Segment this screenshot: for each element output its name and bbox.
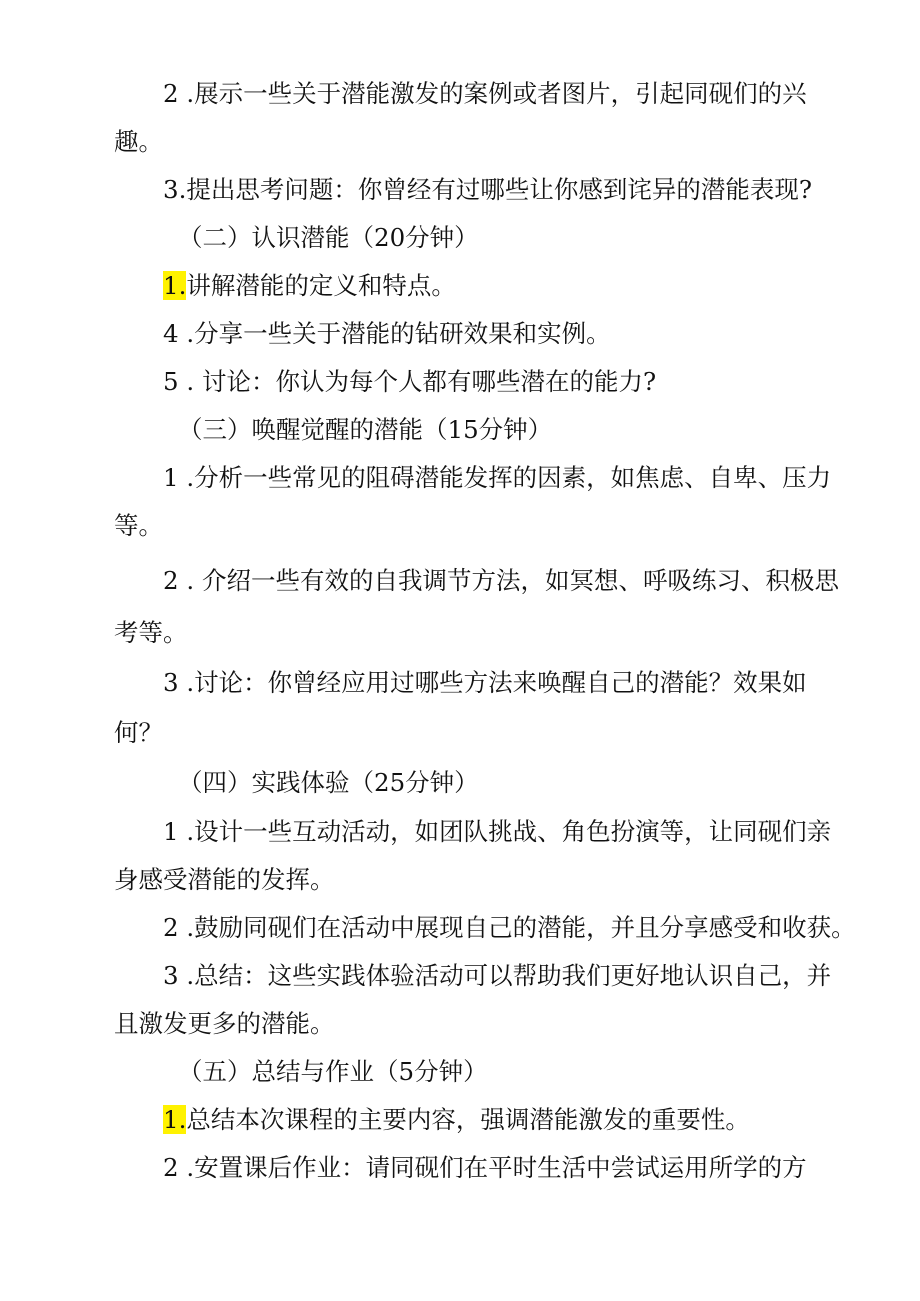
- paragraph-line: 1 .分析一些常见的阻碍潜能发挥的因素，如焦虑、自卑、压力: [163, 463, 832, 492]
- paragraph-line: 3 .讨论：你曾经应用过哪些方法来唤醒自己的潜能？效果如: [163, 668, 807, 697]
- paragraph-line: 且激发更多的潜能。: [114, 1009, 335, 1038]
- section-heading: （二）认识潜能（20分钟）: [178, 223, 479, 252]
- paragraph-line: 趣。: [114, 127, 163, 156]
- paragraph-line: 2 .展示一些关于潜能激发的案例或者图片，引起同砚们的兴: [163, 79, 807, 108]
- paragraph-line: 1.总结本次课程的主要内容，强调潜能激发的重要性。: [163, 1105, 750, 1134]
- section-heading: （五）总结与作业（5分钟）: [178, 1057, 488, 1086]
- paragraph-line: 身感受潜能的发挥。: [114, 865, 335, 894]
- paragraph-line: 4 .分享一些关于潜能的钻研效果和实例。: [163, 319, 611, 348]
- paragraph-line: 等。: [114, 511, 163, 540]
- paragraph-line: 3.提出思考问题：你曾经有过哪些让你感到诧异的潜能表现?: [163, 175, 813, 204]
- paragraph-line: 2 . 介绍一些有效的自我调节方法，如冥想、呼吸练习、积极思: [163, 566, 839, 595]
- paragraph-line: 考等。: [114, 618, 188, 647]
- section-heading: （四）实践体验（25分钟）: [178, 768, 479, 797]
- section-heading: （三）唤醒觉醒的潜能（15分钟）: [178, 415, 553, 444]
- paragraph-line: 5 . 讨论：你认为每个人都有哪些潜在的能力?: [163, 367, 657, 396]
- paragraph-line: 3 .总结：这些实践体验活动可以帮助我们更好地认识自己，并: [163, 961, 832, 990]
- highlighted-number: 1.: [163, 271, 187, 300]
- paragraph-line: 何？: [114, 718, 163, 747]
- paragraph-line: 1.讲解潜能的定义和特点。: [163, 271, 456, 300]
- paragraph-line: 1 .设计一些互动活动，如团队挑战、角色扮演等，让同砚们亲: [163, 817, 832, 846]
- paragraph-line: 2 .安置课后作业：请同砚们在平时生活中尝试运用所学的方: [163, 1153, 807, 1182]
- highlighted-number: 1.: [163, 1105, 187, 1134]
- paragraph-line: 2 .鼓励同砚们在活动中展现自己的潜能，并且分享感受和收获。: [163, 913, 856, 942]
